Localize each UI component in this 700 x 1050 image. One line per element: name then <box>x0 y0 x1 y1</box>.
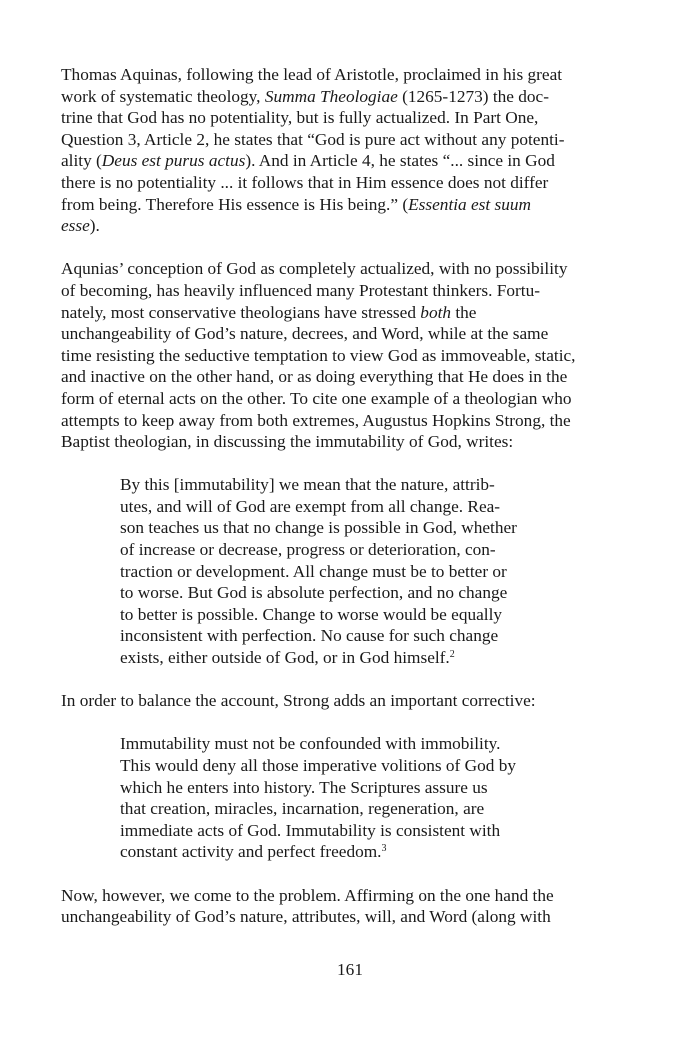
text-segment: son teaches us that no change is possible in God, whether <box>120 518 517 538</box>
text-segment: traction or development. All change must be to better or <box>120 561 507 581</box>
text-line <box>120 647 570 669</box>
text-segment: Now, however, we come to the problem. Affirming on the one hand the <box>61 885 554 905</box>
text-line <box>120 798 570 820</box>
text-segment: constant activity and perfect freedom. <box>120 842 382 862</box>
text-line <box>61 345 626 367</box>
text-line <box>61 107 626 129</box>
text-segment: Aqunias’ conception of God as completely actualized, with no possibility <box>61 259 568 279</box>
text-line <box>120 604 570 626</box>
paragraph <box>61 690 626 712</box>
italic-text: Summa Theologiae <box>264 86 398 106</box>
text-segment: time resisting the seductive temptation to view God as immoveable, static, <box>61 345 576 365</box>
text-segment: work of systematic theology, <box>61 86 265 106</box>
text-segment: utes, and will of God are exempt from all change. Rea- <box>120 496 501 516</box>
text-segment: Immutability must not be confounded with immobility. <box>120 734 501 754</box>
text-line <box>61 258 626 280</box>
text-segment: inconsistent with perfection. No cause for such change <box>120 626 499 646</box>
italic-text: both <box>420 302 452 322</box>
text-segment: the <box>451 302 477 322</box>
text-segment: of increase or decrease, progress or deterioration, con- <box>120 540 496 560</box>
text-segment: immediate acts of God. Immutability is consistent with <box>120 820 501 840</box>
text-segment: and inactive on the other hand, or as doing everything that He does in the <box>61 367 568 387</box>
paragraph <box>61 64 626 237</box>
text-segment: to better is possible. Change to worse would be equally <box>120 604 503 624</box>
text-segment: Thomas Aquinas, following the lead of Aristotle, proclaimed in his great <box>61 65 563 84</box>
text-line <box>120 777 570 799</box>
italic-text: esse <box>61 216 90 236</box>
page-body <box>61 64 626 949</box>
text-line <box>120 496 570 518</box>
text-segment: to worse. But God is absolute perfection, and no change <box>120 583 508 603</box>
text-line <box>120 841 570 863</box>
paragraph <box>61 258 626 452</box>
text-segment: ). <box>89 216 100 236</box>
text-line <box>120 625 570 647</box>
text-line <box>61 906 626 928</box>
italic-text: Deus est purus actus <box>101 151 246 171</box>
text-segment: ). And in Article 4, he states “... since in God <box>245 151 555 171</box>
text-line <box>61 86 626 108</box>
text-segment: trine that God has no potentiality, but is fully actualized. In Part One, <box>61 108 539 128</box>
text-segment: exists, either outside of God, or in God himself. <box>120 648 450 668</box>
footnote-marker: 3 <box>381 843 387 855</box>
text-line <box>61 172 626 194</box>
text-segment: form of eternal acts on the other. To cite one example of a theologian who <box>61 388 572 408</box>
block-quote <box>61 474 570 668</box>
text-line <box>120 820 570 842</box>
text-line <box>120 582 570 604</box>
text-segment: unchangeability of God’s nature, attributes, will, and Word (along with <box>61 907 551 927</box>
text-segment: from being. Therefore His essence is His being.” ( <box>61 194 409 214</box>
text-segment: In order to balance the account, Strong adds an important corrective: <box>61 691 536 711</box>
text-line <box>120 561 570 583</box>
text-line <box>61 690 626 712</box>
text-segment: which he enters into history. The Scriptures assure us <box>120 777 488 797</box>
block-quote <box>61 733 570 863</box>
text-line <box>61 64 626 86</box>
text-line <box>120 755 570 777</box>
italic-text: Essentia est suum <box>408 194 532 214</box>
text-segment: Baptist theologian, in discussing the immutability of God, writes: <box>61 432 514 452</box>
paragraph <box>61 885 626 928</box>
text-segment: of becoming, has heavily influenced many Protestant thinkers. Fortu- <box>61 280 540 300</box>
text-segment: This would deny all those imperative volitions of God by <box>120 756 516 775</box>
text-line <box>61 885 626 907</box>
text-segment: there is no potentiality ... it follows that in Him essence does not differ <box>61 172 549 192</box>
text-line <box>120 474 570 496</box>
text-line <box>120 517 570 539</box>
text-line <box>61 410 626 432</box>
text-line <box>61 302 626 324</box>
footnote-marker: 2 <box>449 649 455 661</box>
text-segment: that creation, miracles, incarnation, regeneration, are <box>120 799 485 819</box>
page-number: 161 <box>337 960 363 979</box>
text-line <box>61 150 626 172</box>
text-segment: By this [immutability] we mean that the nature, attrib- <box>120 475 495 495</box>
text-segment: unchangeability of God’s nature, decrees, and Word, while at the same <box>61 324 549 344</box>
text-line <box>61 388 626 410</box>
text-line <box>61 215 626 237</box>
text-line <box>61 280 626 302</box>
text-line <box>120 733 570 755</box>
text-segment: ality ( <box>61 151 102 171</box>
text-segment: nately, most conservative theologians have stressed <box>61 302 421 322</box>
text-segment: attempts to keep away from both extremes, Augustus Hopkins Strong, the <box>61 410 571 430</box>
text-line <box>61 323 626 345</box>
text-line <box>61 366 626 388</box>
text-segment: (1265-1273) the doc- <box>397 86 549 106</box>
text-line <box>61 129 626 151</box>
text-line <box>120 539 570 561</box>
text-line <box>61 194 626 216</box>
text-line <box>61 431 626 453</box>
text-segment: Question 3, Article 2, he states that “God is pure act without any potenti- <box>61 129 565 149</box>
